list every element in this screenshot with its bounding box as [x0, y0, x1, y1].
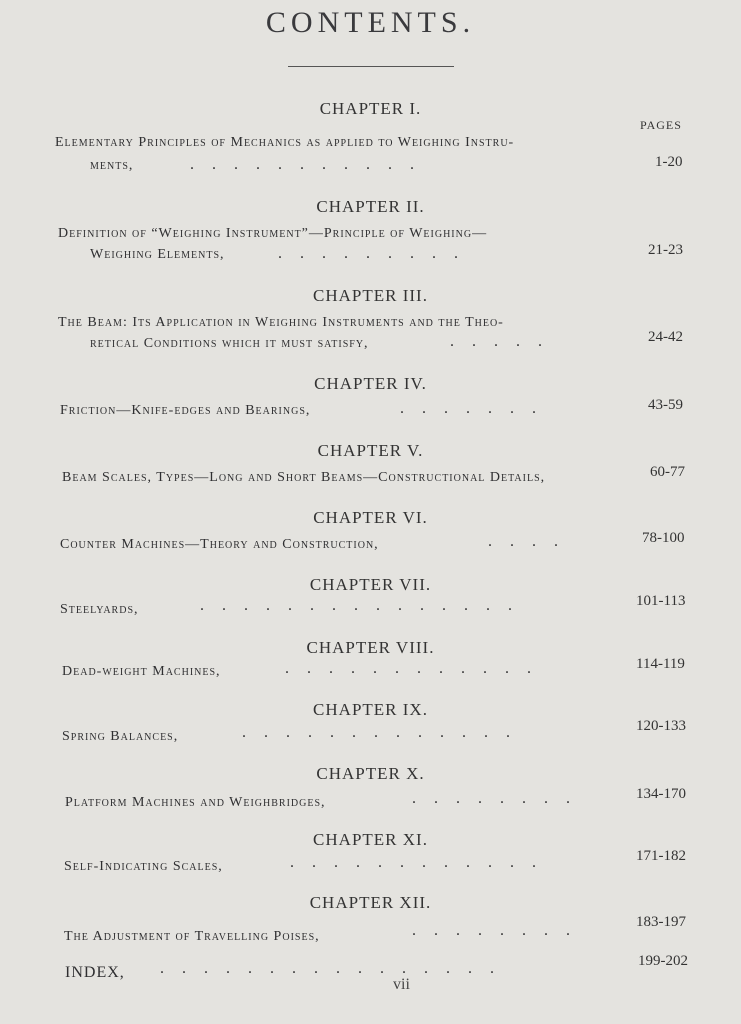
- page-range-9: 120-133: [636, 718, 686, 734]
- chapter-heading-10: CHAPTER X.: [316, 764, 425, 783]
- title-rule: [288, 66, 454, 67]
- leader-dots: ...........: [190, 156, 432, 173]
- page-range-8: 114-119: [636, 656, 685, 672]
- leader-dots: ....: [488, 533, 576, 550]
- chapter-title-4: Friction—Knife-edges and Bearings,: [60, 403, 311, 418]
- page-range-10: 134-170: [636, 786, 686, 802]
- page-range-4: 43-59: [648, 397, 683, 413]
- pages-heading: PAGES: [640, 118, 682, 132]
- page-range-2: 21-23: [648, 242, 683, 258]
- leader-dots: .......: [400, 400, 554, 417]
- chapter-title-8: Dead-weight Machines,: [62, 664, 221, 679]
- chapter-heading-9: CHAPTER IX.: [313, 700, 428, 719]
- index-label: INDEX,: [65, 964, 125, 981]
- page-range-12: 183-197: [636, 914, 686, 930]
- leader-dots: .....: [450, 333, 560, 350]
- chapter-heading-11: CHAPTER XI.: [313, 830, 428, 849]
- page-range-5: 60-77: [650, 464, 685, 480]
- leader-dots: ........: [412, 922, 588, 939]
- page-range-6: 78-100: [642, 530, 685, 546]
- page-folio: vii: [393, 976, 410, 993]
- leader-dots: .........: [278, 245, 476, 262]
- page-range-1: 1-20: [655, 154, 683, 170]
- chapter-title-1-line2: ments,: [90, 158, 134, 173]
- chapter-title-12: The Adjustment of Travelling Poises,: [64, 929, 320, 944]
- chapter-title-11: Self-Indicating Scales,: [64, 859, 223, 874]
- chapter-heading-6: CHAPTER VI.: [313, 508, 428, 527]
- leader-dots: ............: [285, 660, 549, 677]
- leader-dots: ................: [160, 960, 512, 977]
- chapter-title-10: Platform Machines and Weighbridges,: [65, 795, 326, 810]
- chapter-heading-7: CHAPTER VII.: [309, 575, 432, 594]
- chapter-title-2-line2: Weighing Elements,: [90, 247, 225, 262]
- chapter-heading-2: CHAPTER II.: [316, 197, 425, 216]
- chapter-title-5: Beam Scales, Types—Long and Short Beams—Constructional Details,: [62, 470, 546, 485]
- index-page-range: 199-202: [638, 953, 688, 969]
- chapter-heading-4: CHAPTER IV.: [314, 374, 427, 393]
- chapter-title-1-line1: Elementary Principles of Mechanics as applied to Weighing Instru-: [55, 135, 515, 150]
- page-title: CONTENTS.: [265, 6, 476, 39]
- chapter-heading-5: CHAPTER V.: [317, 441, 424, 460]
- chapter-title-7: Steelyards,: [60, 602, 139, 617]
- chapter-heading-12: CHAPTER XII.: [309, 893, 432, 912]
- chapter-heading-8: CHAPTER VIII.: [306, 638, 435, 657]
- page-range-7: 101-113: [636, 593, 686, 609]
- chapter-heading-3: CHAPTER III.: [313, 286, 428, 305]
- chapter-title-6: Counter Machines—Theory and Construction,: [60, 537, 379, 552]
- chapter-title-9: Spring Balances,: [62, 729, 179, 744]
- leader-dots: ...............: [200, 597, 530, 614]
- leader-dots: .............: [242, 724, 528, 741]
- chapter-title-2-line1: Definition of “Weighing Instrument”—Principle of Weighing—: [58, 226, 488, 241]
- chapter-heading-1: CHAPTER I.: [319, 99, 422, 118]
- chapter-title-3-line2: retical Conditions which it must satisfy,: [90, 336, 369, 351]
- page-range-3: 24-42: [648, 329, 683, 345]
- chapter-title-3-line1: The Beam: Its Application in Weighing Instruments and the Theo-: [58, 315, 504, 330]
- page-range-11: 171-182: [636, 848, 686, 864]
- leader-dots: ............: [290, 854, 554, 871]
- leader-dots: ........: [412, 790, 588, 807]
